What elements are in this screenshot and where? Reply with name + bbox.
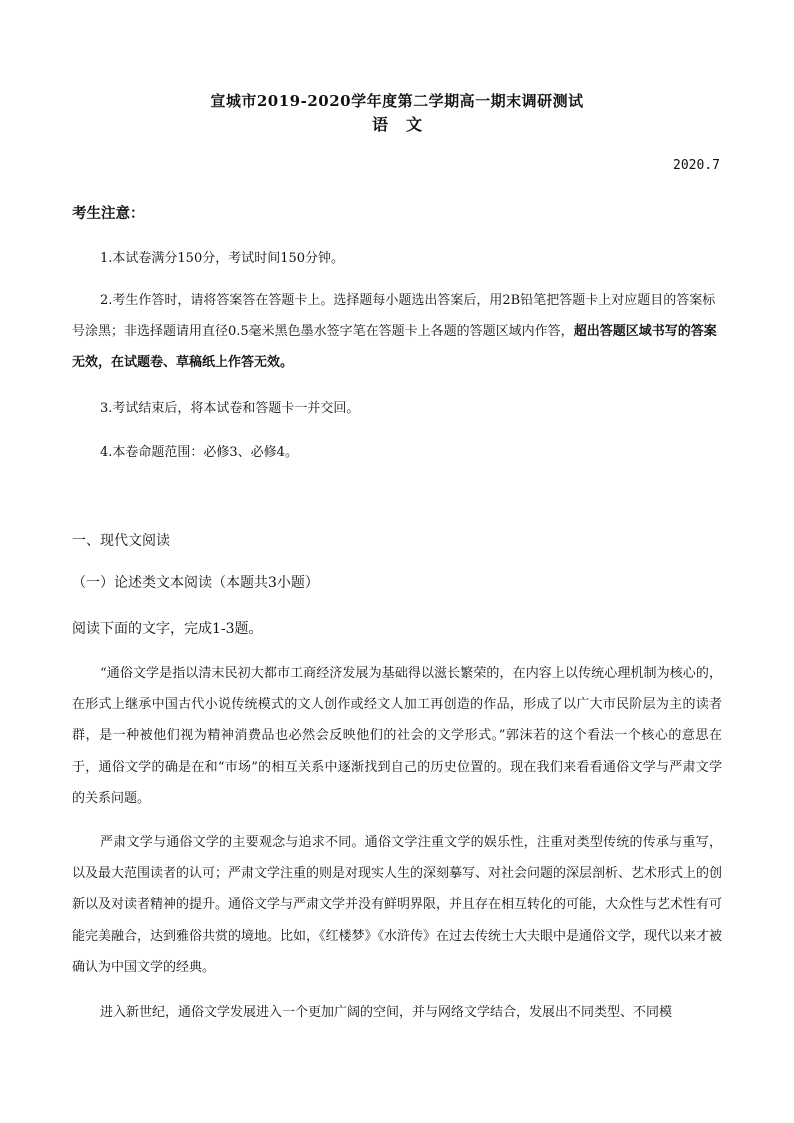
- notice-item-4: 4.本卷命题范围：必修3、必修4。: [100, 445, 298, 460]
- notice-item-2-text: 2.考生作答时，请将答案答在答题卡上。选择题每小题选出答案后，用2B铅笔把答题卡上对应题目的答案标号涂黑；非选择题请用直径0.5毫米黑色墨水签字笔在答题卡上各题的答题区域内作答，: [72, 293, 716, 339]
- exam-date: 2020.7: [673, 158, 720, 173]
- exam-title: 宣城市2019-2020学年度第二学期高一期末调研测试: [210, 92, 584, 110]
- notice-heading: 考生注意：: [72, 205, 145, 222]
- passage-paragraph-3: 进入新世纪，通俗文学发展进入一个更加广阔的空间，并与网络文学结合，发展出不同类型、不同模: [100, 1005, 673, 1020]
- subject-title: 语文: [371, 115, 440, 134]
- notice-item-3: 3.考试结束后，将本试卷和答题卡一并交回。: [100, 401, 360, 416]
- notice-item-2-warning: 超出答题区域书写的答案无效，在试题卷、草稿纸上作答无效。: [72, 324, 717, 370]
- reading-instruction: 阅读下面的文字，完成1-3题。: [72, 621, 263, 637]
- notice-item-1: 1.本试卷满分150分，考试时间150分钟。: [100, 251, 345, 266]
- subsection-heading: （一）论述类文本阅读（本题共3小题）: [72, 575, 319, 591]
- passage-paragraph-2: 严肃文学与通俗文学的主要观念与追求不同。通俗文学注重文学的娱乐性，注重对类型传统的传承与重写，以及最大范围读者的认可；严肃文学注重的则是对现实人生的深刻摹写、对社会问题的深层剖析、艺术形式上的创新以及对读者精神的提升。通俗文学与严肃文学并没有鲜明界限，并且存在相互转化的可能，大众性与艺术性有可能完美融合，达到雅俗共赏的境地。比如，《红楼梦》《水浒传》在过去传统士大夫眼中是通俗文学，现代以来才被确认为中国文学的经典。: [72, 835, 723, 975]
- passage-paragraph-1: “通俗文学是指以清末民初大都市工商经济发展为基础得以滋长繁荣的，在内容上以传统心理机制为核心的，在形式上继承中国古代小说传统模式的文人创作或经文人加工再创造的作品，形成了以广大市民阶层为主的读者群，是一种被他们视为精神消费品也必然会反映他们的社会的文学形式。”郭沫若的这个看法一个核心的意思在于，通俗文学的确是在和“市场”的相互关系中逐渐找到自己的历史位置的。现在我们来看看通俗文学与严肃文学的关系问题。: [72, 666, 722, 806]
- notice-item-2: [72, 285, 722, 378]
- section-heading: 一、现代文阅读: [72, 533, 170, 549]
